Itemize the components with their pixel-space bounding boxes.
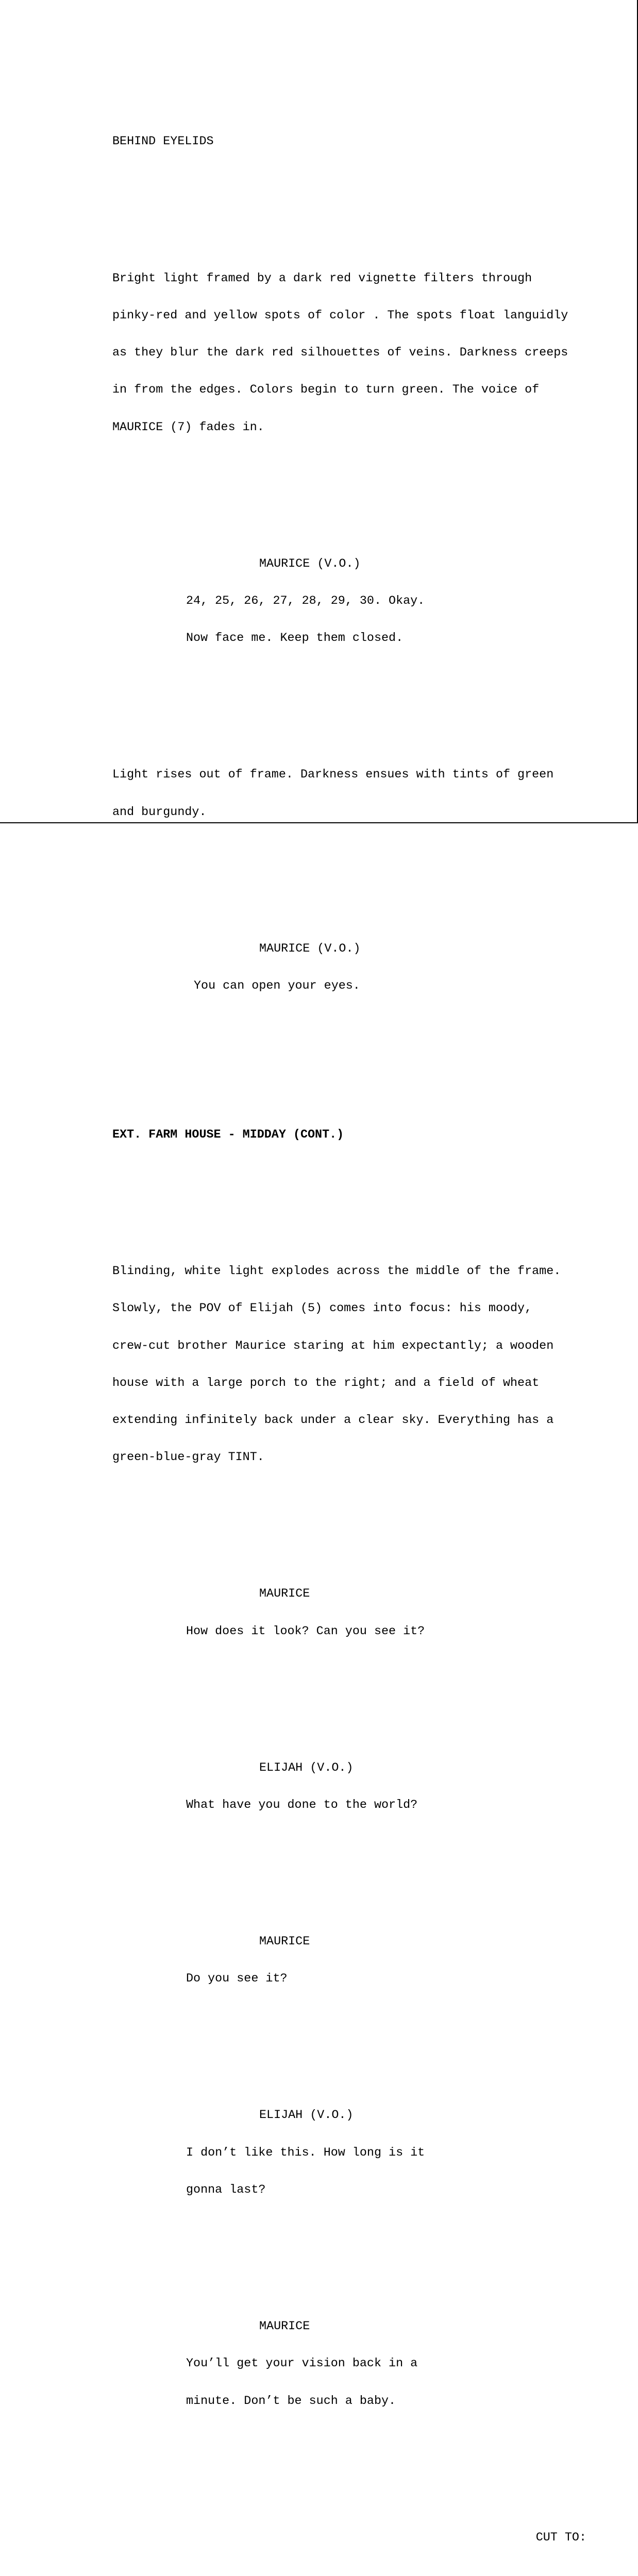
scene-heading: [112, 1104, 586, 1166]
action-line: extending infinitely back under a clear sky. Everything has a: [112, 1414, 554, 1428]
character-name: MAURICE: [259, 1935, 310, 1949]
action-block: [112, 247, 586, 459]
action-line: Light rises out of frame. Darkness ensues with tints of green: [112, 768, 554, 782]
dialogue-line: You’ll get your vision back in a: [186, 2357, 418, 2371]
dialogue-block: [112, 533, 586, 669]
transition-block: [112, 2506, 586, 2568]
dialogue-block: [112, 1737, 586, 1837]
transition-text: CUT TO:: [535, 2531, 586, 2545]
dialogue-line: You can open your eyes.: [194, 979, 360, 993]
dialogue-block: [112, 2296, 586, 2432]
action-line: house with a large porch to the right; and a field of wheat: [112, 1376, 540, 1390]
dialogue-block: [112, 1563, 586, 1663]
action-line: in from the edges. Colors begin to turn green. The voice of: [112, 383, 540, 397]
dialogue-block: [112, 918, 586, 1017]
scene-heading-text: EXT. FARM HOUSE - MIDDAY (CONT.): [112, 1128, 344, 1142]
character-name: MAURICE (V.O.): [259, 942, 361, 956]
dialogue-line: Now face me. Keep them closed.: [186, 632, 404, 646]
dialogue-line: minute. Don’t be such a baby.: [186, 2394, 396, 2408]
dialogue-line: How does it look? Can you see it?: [186, 1624, 425, 1638]
action-line: green-blue-gray TINT.: [112, 1451, 264, 1465]
character-name: ELIJAH (V.O.): [259, 2109, 354, 2123]
dialogue-line: gonna last?: [186, 2183, 266, 2197]
action-line: Blinding, white light explodes across the middle of the frame.: [112, 1265, 561, 1278]
screenplay-body: [112, 74, 586, 2576]
character-name: MAURICE: [259, 2319, 310, 2333]
action-line: Slowly, the POV of Elijah (5) comes into focus: his moody,: [112, 1302, 532, 1316]
dialogue-line: 24, 25, 26, 27, 28, 29, 30. Okay.: [186, 594, 425, 608]
action-line: crew-cut brother Maurice staring at him expectantly; a wooden: [112, 1339, 554, 1353]
slugline-text: BEHIND EYELIDS: [112, 135, 214, 149]
dialogue-block: [112, 1911, 586, 2010]
action-block: [112, 744, 586, 843]
action-block: [112, 1241, 586, 1489]
dialogue-line: I don’t like this. How long is it: [186, 2146, 425, 2160]
dialogue-line: Do you see it?: [186, 1972, 288, 1986]
action-line: as they blur the dark red silhouettes of veins. Darkness creeps: [112, 346, 568, 360]
action-line: MAURICE (7) fades in.: [112, 420, 264, 434]
dialogue-line: What have you done to the world?: [186, 1799, 418, 1812]
character-name: ELIJAH (V.O.): [259, 1761, 354, 1775]
action-line: pinky-red and yellow spots of color . The spots float languidly: [112, 309, 568, 323]
slugline: [112, 111, 586, 173]
character-name: MAURICE: [259, 1587, 310, 1601]
action-line: Bright light framed by a dark red vignette filters through: [112, 272, 532, 285]
dialogue-block: [112, 2084, 586, 2221]
character-name: MAURICE (V.O.): [259, 557, 361, 571]
action-line: and burgundy.: [112, 805, 207, 819]
